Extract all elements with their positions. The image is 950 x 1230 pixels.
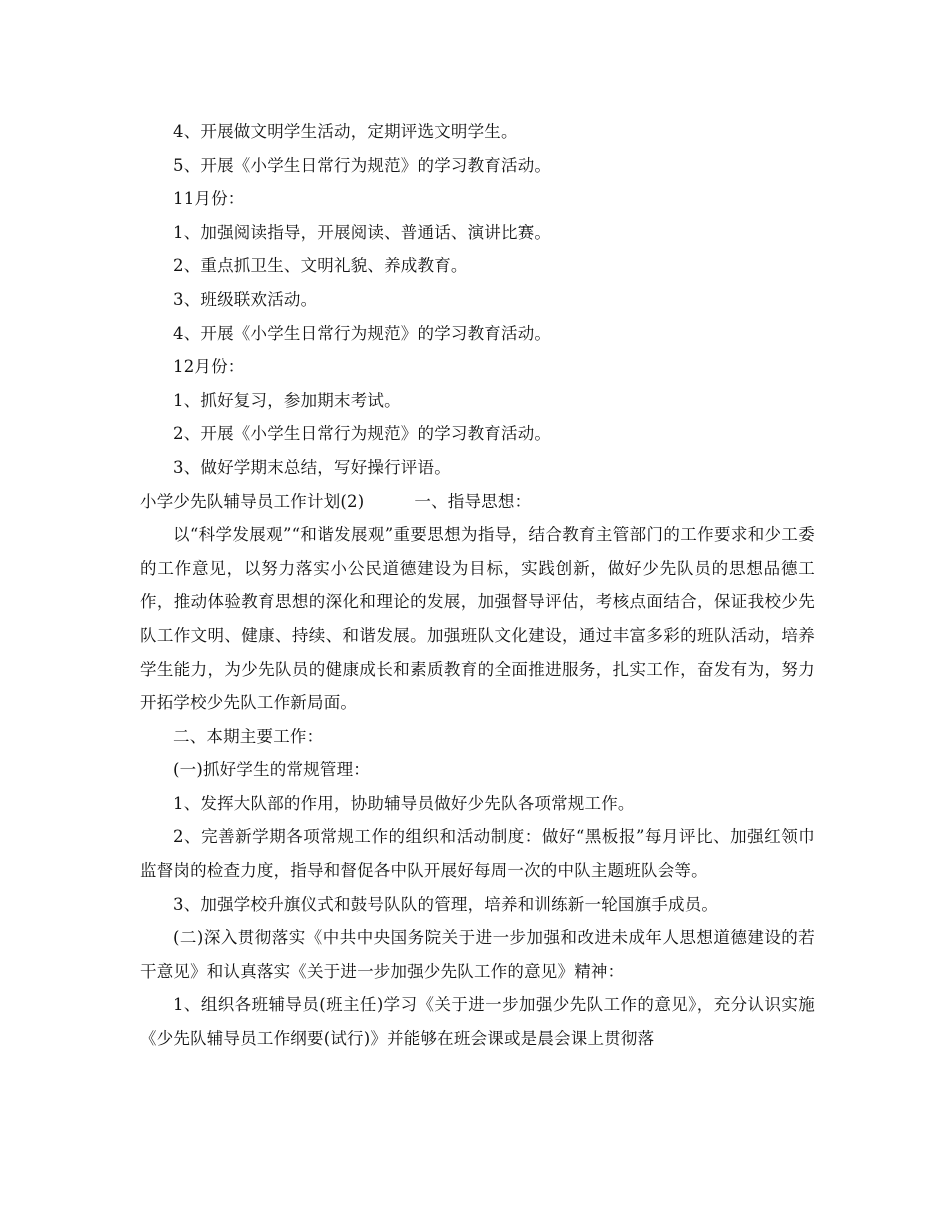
month-heading: 11月份： [173, 189, 245, 209]
month-heading: 12月份： [173, 357, 245, 377]
list-item: 3、加强学校升旗仪式和鼓号队队的管理，培养和训练新一轮国旗手成员。 [173, 894, 719, 914]
list-item: 2、完善新学期各项常规工作的组织和活动制度：做好“黑板报”每月评比、加强红领巾监督岗的检查力度，指导和督促各中队开展好每周一次的中队主题班队会等。 [140, 827, 815, 881]
section-heading: 二、本期主要工作： [173, 726, 324, 746]
document-body [140, 115, 815, 1056]
list-item: 1、抓好复习，参加期末考试。 [173, 390, 401, 410]
list-item: 1、组织各班辅导员(班主任)学习《关于进一步加强少先队工作的意见》，充分认识实施《少先队辅导员工作纲要(试行)》并能够在班会课或是晨会课上贯彻落 [140, 995, 815, 1049]
list-item: 4、开展《小学生日常行为规范》的学习教育活动。 [173, 323, 552, 343]
list-item: 4、开展做文明学生活动，定期评选文明学生。 [173, 122, 518, 141]
list-item: 2、重点抓卫生、文明礼貌、养成教育。 [173, 256, 468, 276]
list-item: 3、做好学期末总结，写好操行评语。 [173, 457, 451, 477]
list-item: 2、开展《小学生日常行为规范》的学习教育活动。 [173, 424, 552, 444]
subsection-heading: (二)深入贯彻落实《中共中央国务院关于进一步加强和改进未成年人思想道德建设的若干意见》和认真落实《关于进一步加强少先队工作的意见》精神： [140, 928, 815, 981]
plan-title-line [140, 485, 815, 519]
list-item: 1、加强阅读指导，开展阅读、普通话、演讲比赛。 [173, 222, 552, 242]
section-heading: 一、指导思想： [414, 491, 532, 511]
list-item: 5、开展《小学生日常行为规范》的学习教育活动。 [173, 155, 552, 175]
list-item: 1、发挥大队部的作用，协助辅导员做好少先队各项常规工作。 [173, 793, 635, 813]
list-item: 3、班级联欢活动。 [173, 289, 318, 309]
subsection-heading: (一)抓好学生的常规管理： [173, 760, 370, 780]
guiding-paragraph: 以“科学发展观”“和谐发展观”重要思想为指导，结合教育主管部门的工作要求和少工委的工作意见，以努力落实小公民道德建设为目标，实践创新，做好少先队员的思想品德工作，推动体验教育思想的深化和理论的发展，加强督导评估，考核点面结合，保证我校少先队工作文明、健康、持续、和谐发展。加强班队文化建设，通过丰富多彩的班队活动，培养学生能力，为少先队员的健康成长和素质教育的全面推进服务，扎实工作，奋发有为，努力开拓学校少先队工作新局面。 [140, 525, 815, 713]
plan-title: 小学少先队辅导员工作计划(2) [140, 491, 365, 511]
